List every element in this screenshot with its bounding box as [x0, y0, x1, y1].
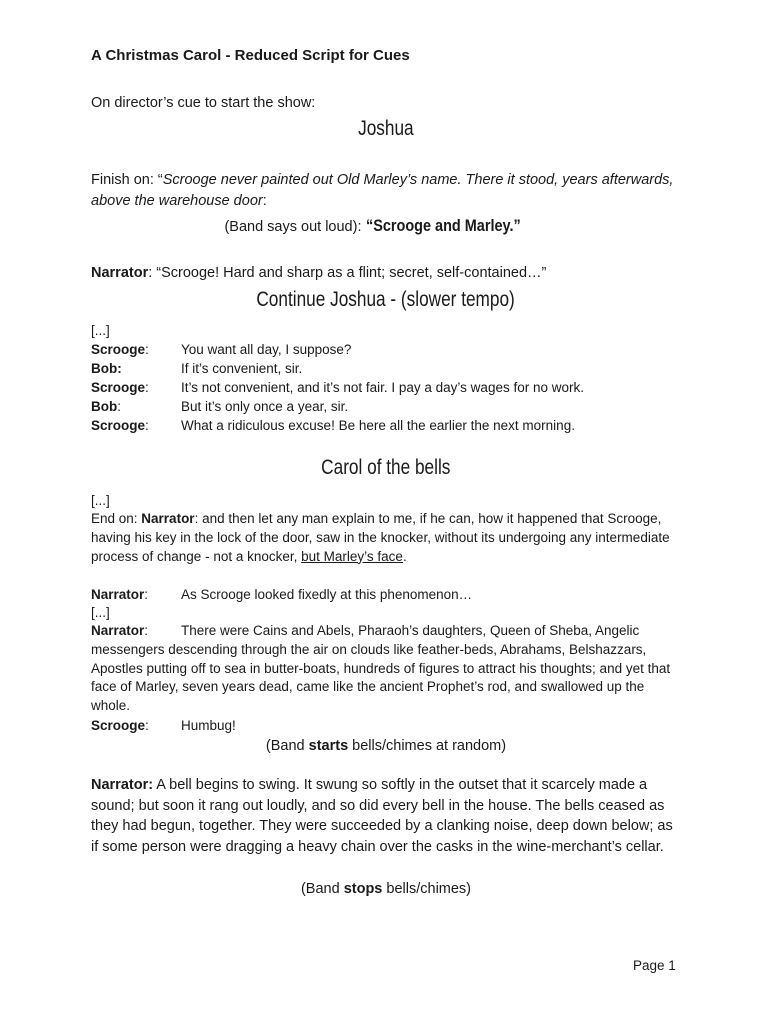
- narrator-line-1: Narrator: “Scrooge! Hard and sharp as a flint; secret, self-contained…”: [91, 265, 547, 281]
- page-number: Page 1: [633, 958, 676, 973]
- dialogue-row: Scrooge: You want all day, I suppose?: [91, 342, 352, 357]
- dialogue-row: Bob: But it’s only once a year, sir.: [91, 399, 349, 414]
- dialogue-row: Scrooge: It’s not convenient, and it’s not fair. I pay a day’s wages for no work.: [91, 380, 584, 395]
- dialogue-row: Bob: If it’s convenient, sir.: [91, 361, 303, 376]
- ellipsis-2: [...]: [91, 493, 110, 508]
- band-says-cue: (Band says out loud): “Scrooge and Marley.”: [224, 216, 521, 235]
- end-on-cue: End on: Narrator: and then let any man explain to me, if he can, how it happened that Scrooge, having his key in the lock of the door, saw in the knocker, without its undergoing any intermediate process of change - not a knocker, but Marley’s face.: [91, 511, 670, 564]
- band-says-quote: “Scrooge and Marley.”: [365, 216, 521, 235]
- heading-joshua: Joshua: [358, 117, 414, 140]
- band-starts-cue: (Band starts bells/chimes at random): [265, 738, 507, 754]
- document-title: A Christmas Carol - Reduced Script for Cues: [91, 47, 410, 64]
- ellipsis-1: [...]: [91, 323, 110, 338]
- underlined-phrase: but Marley’s face: [301, 548, 403, 564]
- narrator-line-3: Narrator: There were Cains and Abels, Pharaoh’s daughters, Queen of Sheba, Angelic messengers descending through the air on clouds like feather-beds, Abrahams, Belshazzars, Apostles putting off to sea in butter-boats, hundreds of figures to attract his thoughts; and yet that face of Marley, seven years dead, came like the ancient Prophet’s rod, and swallowed up the whole.: [91, 623, 671, 714]
- narrator-line-2: Narrator: As Scrooge looked fixedly at this phenomenon…: [91, 587, 473, 602]
- dialogue-row: Scrooge: What a ridiculous excuse! Be here all the earlier the next morning.: [91, 418, 575, 433]
- heading-carol-of-the-bells: Carol of the bells: [321, 456, 451, 479]
- scrooge-humbug-line: Scrooge: Humbug!: [91, 718, 236, 733]
- band-stops-cue: (Band stops bells/chimes): [300, 881, 472, 897]
- heading-continue-joshua: Continue Joshua - (slower tempo): [256, 288, 516, 311]
- intro-line: On director’s cue to start the show:: [91, 95, 316, 111]
- ellipsis-3: [...]: [91, 605, 110, 620]
- narrator-line-4: Narrator: A bell begins to swing. It swung so softly in the outset that it scarcely made a sound; but soon it rang out loudly, and so did every bell in the house. The bells ceased as they had begun, together. They were succeeded by a clanking noise, deep down below; as if some person were dragging a heavy chain over the casks in the wine-merchant’s cellar.: [91, 777, 673, 855]
- finish-on-cue: Finish on: “Scrooge never painted out Old Marley’s name. There it stood, years afterwards, above the warehouse door:: [91, 172, 674, 209]
